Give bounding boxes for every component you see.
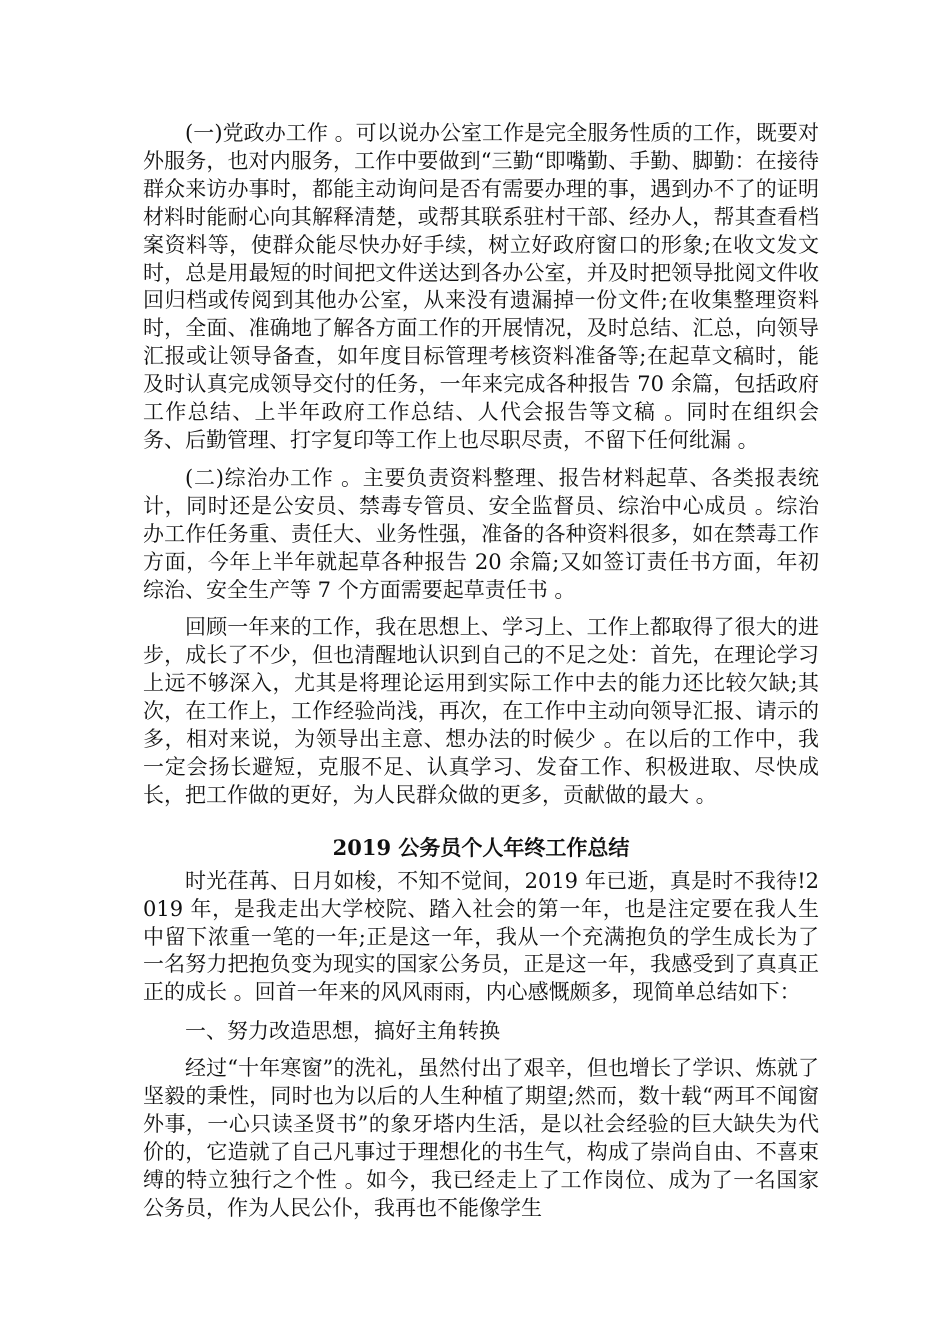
paragraph-comprehensive-office-work: (二)综治办工作 。主要负责资料整理、报告材料起草、各类报表统计，同时还是公安员、禁毒专管员、安全监督员、综治中心成员 。综治办工作任务重、责任大、业务性强，准备的各种资料很多，如在禁毒工作方面，今年上半年就起草各种报告 20 余篇;又如签订责任书方面，年初综治、安全生产等 7 个方面需要起草责任书 。 <box>143 465 819 602</box>
section-title: 一、努力改造思想，搞好主角转换 <box>185 1019 500 1044</box>
paragraph-section-body: 经过“十年寒窗”的洗礼，虽然付出了艰辛，但也增长了学识、炼就了坚毅的秉性，同时也为以后的人生种植了期望;然而，数十载“两耳不闻窗外事，一心只读圣贤书”的象牙塔内生活，是以社会经验的巨大缺失为代价的，它造就了自己凡事过于理想化的书生气，构成了崇尚自由、不喜束缚的特立独行之个性 。如今，我已经走上了工作岗位、成为了一名国家公务员，作为人民公仆，我再也不能像学生 <box>143 1056 819 1220</box>
paragraph-intro: 时光荏苒、日月如梭，不知不觉间，2019 年已逝，真是时不我待!2019 年，是我走出大学校院、踏入社会的第一年，也是注定要在我人生中留下浓重一笔的一年;正是这一年，我从一个充满抱负的学生成长为了一名努力把抱负变为现实的国家公务员，正是这一年，我感受到了真真正正的成长 。回首一年来的风风雨雨，内心感慨颇多，现简单总结如下： <box>143 868 819 1005</box>
document-heading: 2019 公务员个人年终工作总结 <box>332 834 630 860</box>
paragraph-year-review: 回顾一年来的工作，我在思想上、学习上、工作上都取得了很大的进步，成长了不少，但也清醒地认识到自己的不足之处：首先，在理论学习上远不够深入，尤其是将理论运用到实际工作中去的能力还比较欠缺;其次，在工作上，工作经验尚浅，再次，在工作中主动向领导汇报、请示的多，相对来说，为领导出主意、想办法的时候少 。在以后的工作中，我一定会扬长避短，克服不足、认真学习、发奋工作、积极进取、尽快成长，把工作做的更好，为人民群众做的更多，贡献做的最大 。 <box>143 615 819 807</box>
document-page <box>143 120 819 1233</box>
paragraph-party-office-work: (一)党政办工作 。可以说办公室工作是完全服务性质的工作，既要对外服务，也对内服务，工作中要做到“三勤“即嘴勤、手勤、脚勤：在接待群众来访办事时，都能主动询问是否有需要办理的事，遇到办不了的证明材料时能耐心向其解释清楚，或帮其联系驻村干部、经办人，帮其查看档案资料等，使群众能尽快办好手续，树立好政府窗口的形象;在收文发文时，总是用最短的时间把文件送达到各办公室，并及时把领导批阅文件收回归档或传阅到其他办公室，从来没有遗漏掉一份文件;在收集整理资料时，全面、准确地了解各方面工作的开展情况，及时总结、汇总，向领导汇报或让领导备查，如年度目标管理考核资料准备等;在起草文稿时，能及时认真完成领导交付的任务，一年来完成各种报告 70 余篇，包括政府工作总结、上半年政府工作总结、人代会报告等文稿 。同时在组织会务、后勤管理、打字复印等工作上也尽职尽责，不留下任何纰漏 。 <box>143 121 819 452</box>
